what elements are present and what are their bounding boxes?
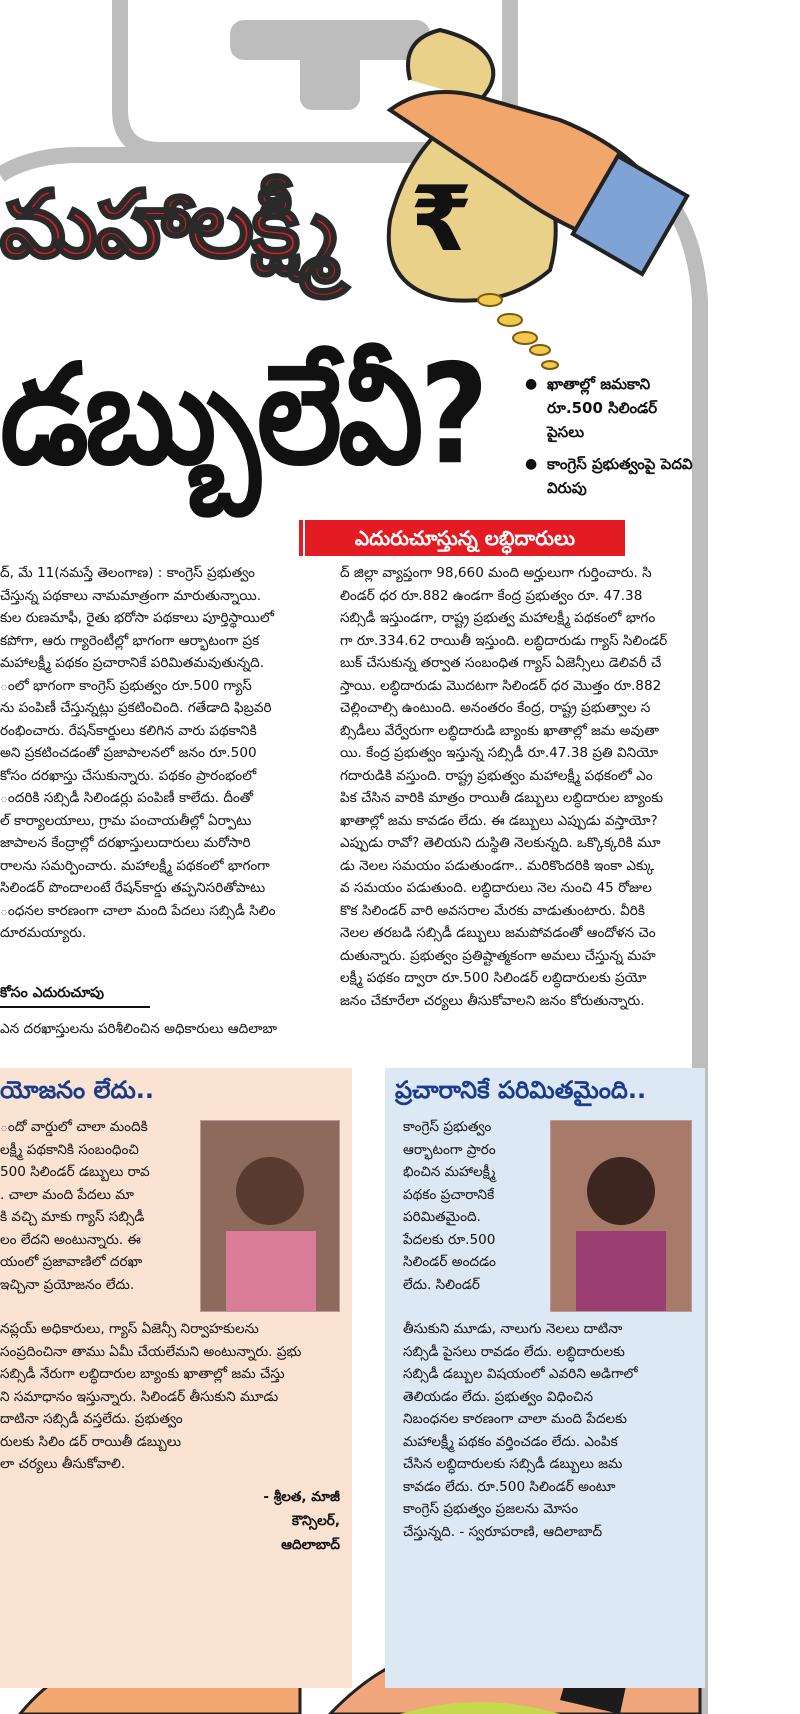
article-column-a: ద్, మే 11(నమస్తే తెలంగాణ) : కాంగ్రెస్ ప్రభుత్వం చేస్తున్న పథకాలు నామమాత్రంగా మారుతున్నాయి. కుల రుణమాఫీ, రైతు భరోసా పథకాలు పూర్తిస్థాయిలో కపోగా, ఆరు గ్యారెంటీల్లో భాగంగా ఆర్భాటంగా ప్రక మహాలక్ష్మీ పథకం ప్రచారానికే పరిమితమవుతున్నది. ంలో భాగంగా కాంగ్రెస్ ప్రభుత్వం రూ.500 గ్యాస్ ను పంపిణీ చేస్తున్నట్లు ప్రకటించింది. గతేడాది ఫిబ్రవరి రంభించారు. రేషన్‌కార్డులు కలిగిన వారు పథకానికి అని ప్రకటించడంతో ప్రజాపాలనలో జనం రూ.500 కోసం దరఖాస్తు చేసుకున్నారు. పథకం ప్రారంభంలో ందరికి సబ్సిడీ సిలిండర్లు పంపిణీ కాలేదు. దీంతో ల్ కార్యాలయాలు, గ్రామ పంచాయతీల్లో ఏర్పాటు జాపాలన కేంద్రాల్లో దరఖాస్తులుదారులు మరోసారి రాలను సమర్పించారు. మహాలక్ష్మీ పథకంలో భాగంగా సిలిండర్ పొందాలంటే రేషన్‌కార్డు తప్పనిసరితోపాటు ంధనల కారణంగా చాలా మంది పేదలు సబ్సిడీ సిలిం దూరమయ్యారు. <box>0 565 276 941</box>
highlight-bullets <box>525 372 695 508</box>
headline-line-1: మహాలక్ష్మీ <box>0 171 337 278</box>
quote-box-right-text-bottom: తీసుకుని మూడు, నాలుగు నెలలు దాటినా సబ్సిడీ పైసలు రావడం లేదు. లబ్ధిదారులకు సబ్సిడీ డబ్బుల విషయంలో ఎవరిని అడిగాలో తెలియడం లేదు. ప్రభుత్వం విధించిన నిబంధనల కారణంగా చాలా మంది పేదలకు మహాలక్ష్మీ పథకం వర్తించడం లేదు. ఎంపిక చేసిన లబ్ధిదారులకు సబ్సిడీ డబ్బులు జమ కావడం లేదు. రూ.500 సిలిండర్ అంటూ కాంగ్రెస్ ప్రభుత్వం ప్రజలను మోసం చేస్తున్నది. - స్వరూపరాణి, ఆదిలాబాద్ <box>403 1321 638 1540</box>
quote-box-left-text-bottom: నప్లయ్ అధికారులు, గ్యాస్ ఏజెన్సీ నిర్వాహకులను సంప్రదించినా తాము ఏమీ చేయలేమని అంటున్నారు. ప్రభు సబ్సిడీ నేరుగా లబ్ధిదారుల బ్యాంకు ఖాతాల్లో జమ చేస్తు ని సమాధానం ఇస్తున్నారు. సిలిండర్ తీసుకుని మూడు దాటినా సబ్సిడీ వస్తలేదు. ప్రభుత్వం రులకు సిలిం డర్ రాయితీ డబ్బులు లా చర్యలు తీసుకోవాలి. <box>0 1321 302 1472</box>
bullet-item: ● కాంగ్రెస్ ప్రభుత్వంపై పెదవి విరుపు <box>525 452 695 500</box>
bullet-item: ● ఖాతాల్లో జమకాని రూ.500 సిలిండర్ పైసలు <box>525 372 695 444</box>
portrait-photo-right <box>550 1120 692 1312</box>
section-underline <box>0 1006 150 1008</box>
quote-box-right-text: కాంగ్రెస్ ప్రభుత్వం ఆర్భాటంగా ప్రారం భించిన మహాలక్ష్మీ పథకం ప్రచారానికే పరిమితమైంది. పేదలకు రూ.500 సిలిండర్ అందడం లేదు. సిలిండర్ <box>403 1119 496 1293</box>
portrait-photo-left <box>200 1120 340 1312</box>
article-column-a-tail: ఎన దరఖాస్తులను పరిశీలించిన అధికారులు ఆదిలాబా <box>0 1021 278 1037</box>
quote-box-left-title: యోజనం లేదు.. <box>0 1076 154 1104</box>
subheadline-banner: ఎదురుచూస్తున్న లబ్ధిదారులు <box>305 520 625 556</box>
svg-text:₹: ₹ <box>410 167 473 272</box>
article-column-b: ద్ జిల్లా వ్యాప్తంగా 98,660 మంది అర్హులుగా గుర్తించారు. సి లిండర్ ధర రూ.882 ఉండగా కేంద్ర ప్రభుత్వం రూ. 47.38 సబ్సిడీ ఇస్తుండగా, రాష్ట్ర ప్రభుత్వ మహాలక్ష్మీ పథకంలో భాగం గా రూ.334.62 రాయితీ ఇస్తుంది. లబ్ధిదారుడు గ్యాస్ సిలిండర్ బుక్ చేసుకున్న తర్వాత సంబంధిత గ్యాస్ ఏజెన్సీలు డెలివరీ చే స్తాయి. లబ్ధిదారుడు మొదటగా సిలిండర్ ధర మొత్తం రూ.882 చెల్లించాల్సి ఉంటుంది. అనంతరం కేంద్ర, రాష్ట్ర ప్రభుత్వాల స బ్సిడీలు వేర్వేరుగా లబ్ధిదారుడి బ్యాంకు ఖాతాల్లో జమ అవుతా యి. కేంద్ర ప్రభుత్వం ఇస్తున్న సబ్సిడీ రూ.47.38 ప్రతి వినియో గదారుడికి వస్తుంది. రాష్ట్ర ప్రభుత్వం మహాలక్ష్మీ పథకంలో ఎం పిక చేసిన వారికి మాత్రం రాయితీ డబ్బులు లబ్ధిదారుల బ్యాంకు ఖాతాల్లో జమ కావడం లేదు. ఈ డబ్బులు ఎప్పుడు వస్తాయో? ఎప్పుడు రావో? తెలియని దుస్థితి నెలకున్నది. ఒక్కొక్కరికి మూ డు నెలల సమయం పడుతుండగా.. మరికొందరికి ఇంకా ఎక్కు వ సమయం పడుతుంది. లబ్ధిదారులు నెల నుంచి 45 రోజుల కొక సిలిండర్ వారి అవసరాల మేరకు వాడుతుంటారు. వీరికి నెలల తరబడి సబ్సిడీ డబ్బులు జమపోవడంతో ఆందోళన చెం దుతున్నారు. ప్రభుత్వం ప్రతిష్టాత్మకంగా అమలు చేస్తున్న మహ లక్ష్మీ పథకం ద్వారా రూ.500 సిలిండర్ లబ్ధిదారులకు ప్రయో జనం చేకూరేలా చర్యలు తీసుకోవాలని జనం కోరుతున్నారు. <box>340 565 668 1009</box>
quote-box-right-title: ప్రచారానికే పరిమితమైంది.. <box>395 1076 647 1104</box>
section-heading: కోసం ఎదురుచూపు <box>0 985 104 1001</box>
quote-box-left-signature: - శ్రీలత, మాజీ కౌన్సిలర్, ఆదిలాబాద్ <box>263 1489 340 1553</box>
headline-line-2: డబ్బులేవీ? <box>0 335 485 496</box>
quote-box-left-text: ందో వార్డులో చాలా మందికి లక్ష్మీ పథకానికి సంబంధించి 500 సిలిండర్ డబ్బులు రావ . చాలా మంది పేదలు మా కి వచ్చి మాకు గ్యాస్ సబ్సిడీ లం లేదని అంటున్నారు. ఈ యంలో ప్రజావాణిలో దరఖా ఇచ్చినా ప్రయోజనం లేదు. <box>0 1119 150 1293</box>
